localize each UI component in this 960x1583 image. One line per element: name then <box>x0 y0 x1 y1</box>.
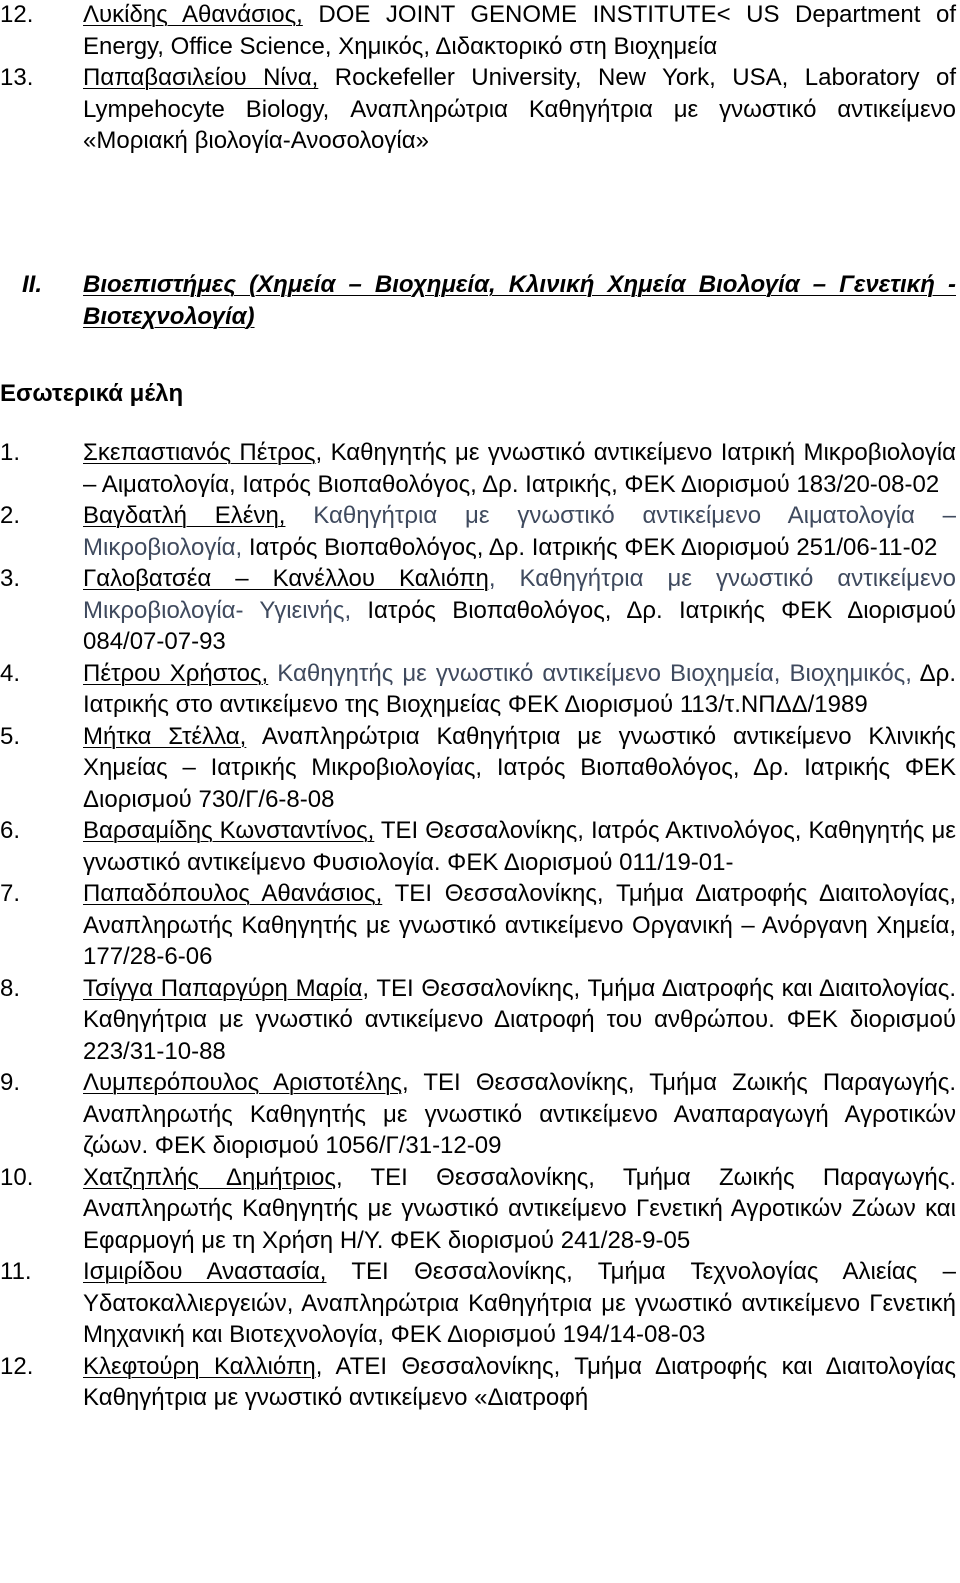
member-name: Λυμπερόπουλος Αριστοτέλης <box>83 1069 402 1096</box>
list-item <box>0 658 960 721</box>
member-details: , ΤΕΙ Θεσσαλονίκης, Τμήμα Ζωικής Παραγωγής. Αναπληρωτής Καθηγητής με γνωστικό αντικείμενο Γενετική Αγροτικών Ζώων και Εφαρμογή με τη Χρήση Η/Υ. ΦΕΚ διορισμού 241/28-9-05 <box>83 1163 956 1254</box>
member-details: Αναπληρώτρια Καθηγήτρια με γνωστικό αντικείμενο Κλινικής Χημείας – Ιατρικής Μικροβιολογίας, Ιατρός Βιοπαθολόγος, Δρ. Ιατρικής ΦΕΚ Διορισμού 730/Γ/6-8-08 <box>83 722 956 813</box>
item-number: 4. <box>0 659 21 687</box>
item-number: 6. <box>0 817 21 844</box>
member-details: , ΤΕΙ Θεσσαλονίκης, Τμήμα Ζωικής Παραγωγής. Αναπληρωτής Καθηγητής με γνωστικό αντικείμενο Αναπαραγωγή Αγροτικών ζώων. ΦΕΚ διορισμού 1056/Γ/31-12-09 <box>83 1069 956 1159</box>
previous-members-list <box>0 0 960 157</box>
list-item <box>0 500 960 563</box>
member-name: Ισμιρίδου Αναστασία, <box>83 1258 327 1285</box>
item-number: 2. <box>0 502 21 529</box>
section-number: II. <box>22 271 43 298</box>
member-name: Παπαβασιλείου Νίνα, <box>83 64 319 91</box>
member-name: Γαλοβατσέα – Κανέλλου Καλιόπη <box>83 565 489 592</box>
list-item <box>0 0 960 62</box>
list-item <box>0 1351 960 1414</box>
internal-members-heading: Εσωτερικά μέλη <box>0 380 184 407</box>
list-item <box>0 437 960 500</box>
member-name: Χατζηπλής Δημήτριος <box>83 1163 336 1191</box>
item-number: 7. <box>0 880 21 907</box>
member-name: Κλεφτούρη Καλλιόπη <box>83 1352 316 1380</box>
member-name: Παπαδόπουλος Αθανάσιος, <box>83 880 383 907</box>
item-number: 1. <box>0 439 21 466</box>
list-item <box>0 1162 960 1257</box>
item-number: 12. <box>0 1352 34 1380</box>
member-details: Ιατρός Βιοπαθολόγος, Δρ. Ιατρικής ΦΕΚ Διορισμού 251/06-11-02 <box>242 533 938 561</box>
item-number: 3. <box>0 565 21 592</box>
member-name: Μήτκα Στέλλα, <box>83 722 247 750</box>
member-name: Βαρσαμίδης Κωνσταντίνος, <box>83 817 375 844</box>
item-number: 9. <box>0 1069 21 1096</box>
member-details: , ΤΕΙ Θεσσαλονίκης, Τμήμα Διατροφής και Διαιτολογίας. Καθηγήτρια με γνωστικό αντικείμενο Διατροφή του ανθρώπου. ΦΕΚ διορισμού 223/31-10-88 <box>83 974 956 1065</box>
item-number: 12. <box>0 1 34 28</box>
item-number: 11. <box>0 1258 32 1285</box>
internal-members-list <box>0 437 960 1414</box>
item-number: 10. <box>0 1163 34 1191</box>
list-item <box>0 1067 960 1162</box>
member-details: Ιατρός Βιοπαθολόγος, Δρ. Ιατρικής ΦΕΚ Διορισμού 084/07-07-93 <box>83 596 956 655</box>
list-item <box>0 563 960 658</box>
member-details: ΤΕΙ Θεσσαλονίκης, Τμήμα Τεχνολογίας Αλιείας – Υδατοκαλλιεργειών, Αναπληρώτρια Καθηγήτρια με γνωστικό αντικείμενο Γενετική Μηχανική και Βιοτεχνολογία, ΦΕΚ Διορισμού 194/14-08-03 <box>83 1258 957 1348</box>
member-title: Καθηγήτρια με γνωστικό αντικείμενο Αιματολογία – Μικροβιολογία, <box>83 502 957 561</box>
member-details: , Καθηγητής με γνωστικό αντικείμενο Ιατρική Μικροβιολογία – Αιματολογία, Ιατρός Βιοπαθολόγος, Δρ. Ιατρικής, ΦΕΚ Διορισμού 183/20-08-02 <box>83 439 956 498</box>
member-details: DOE JOINT GENOME INSTITUTE< US Department of Energy, Office Science, Χημικός, Διδακτορικό στη Βιοχημεία <box>83 1 957 60</box>
member-details: Δρ. Ιατρικής στο αντικείμενο της Βιοχημείας ΦΕΚ Διορισμού 113/τ.ΝΠΔΔ/1989 <box>83 659 956 718</box>
list-item <box>0 1256 960 1351</box>
member-title: Καθηγητής με γνωστικό αντικείμενο Βιοχημεία, Βιοχημικός, <box>268 659 912 687</box>
member-details: , ΑΤΕΙ Θεσσαλονίκης, Τμήμα Διατροφής και Διαιτολογίας Καθηγήτρια με γνωστικό αντικείμενο «Διατροφή <box>83 1352 956 1411</box>
member-details: ΤΕΙ Θεσσαλονίκης, Ιατρός Ακτινολόγος, Καθηγητής με γνωστικό αντικείμενο Φυσιολογία. ΦΕΚ Διορισμού 011/19-01- <box>83 817 957 876</box>
list-item <box>0 815 960 878</box>
item-number: 5. <box>0 722 21 750</box>
member-details: Rockefeller University, New York, USA, Laboratory of Lympehocyte Biology, Αναπληρώτρια Καθηγήτρια με γνωστικό αντικείμενο «Μοριακή βιολογία-Ανοσολογία» <box>83 64 956 154</box>
member-title: , Καθηγήτρια με γνωστικό αντικείμενο Μικροβιολογία- Υγιεινής, <box>83 565 956 624</box>
list-item <box>0 721 960 816</box>
member-name: Βαγδατλή Ελένη, <box>83 502 286 529</box>
item-number: 8. <box>0 974 21 1002</box>
item-number: 13. <box>0 64 34 91</box>
member-name: Σκεπαστιανός Πέτρος <box>83 439 316 466</box>
section-heading <box>0 269 960 332</box>
list-item <box>0 973 960 1068</box>
section-title: Βιοεπιστήμες (Χημεία – Βιοχημεία, Κλινική Χημεία Βιολογία – Γενετική - Βιοτεχνολογία) <box>83 271 956 330</box>
list-item <box>0 62 960 157</box>
list-item <box>0 878 960 973</box>
member-name: Τσίγγα Παπαργύρη Μαρία <box>83 974 363 1002</box>
member-details: ΤΕΙ Θεσσαλονίκης, Τμήμα Διατροφής Διαιτολογίας, Αναπληρωτής Καθηγητής με γνωστικό αντικείμενο Οργανική – Ανόργανη Χημεία, 177/28-6-06 <box>83 880 956 970</box>
member-name: Λυκίδης Αθανάσιος, <box>83 1 303 28</box>
member-name: Πέτρου Χρήστος, <box>83 659 269 687</box>
